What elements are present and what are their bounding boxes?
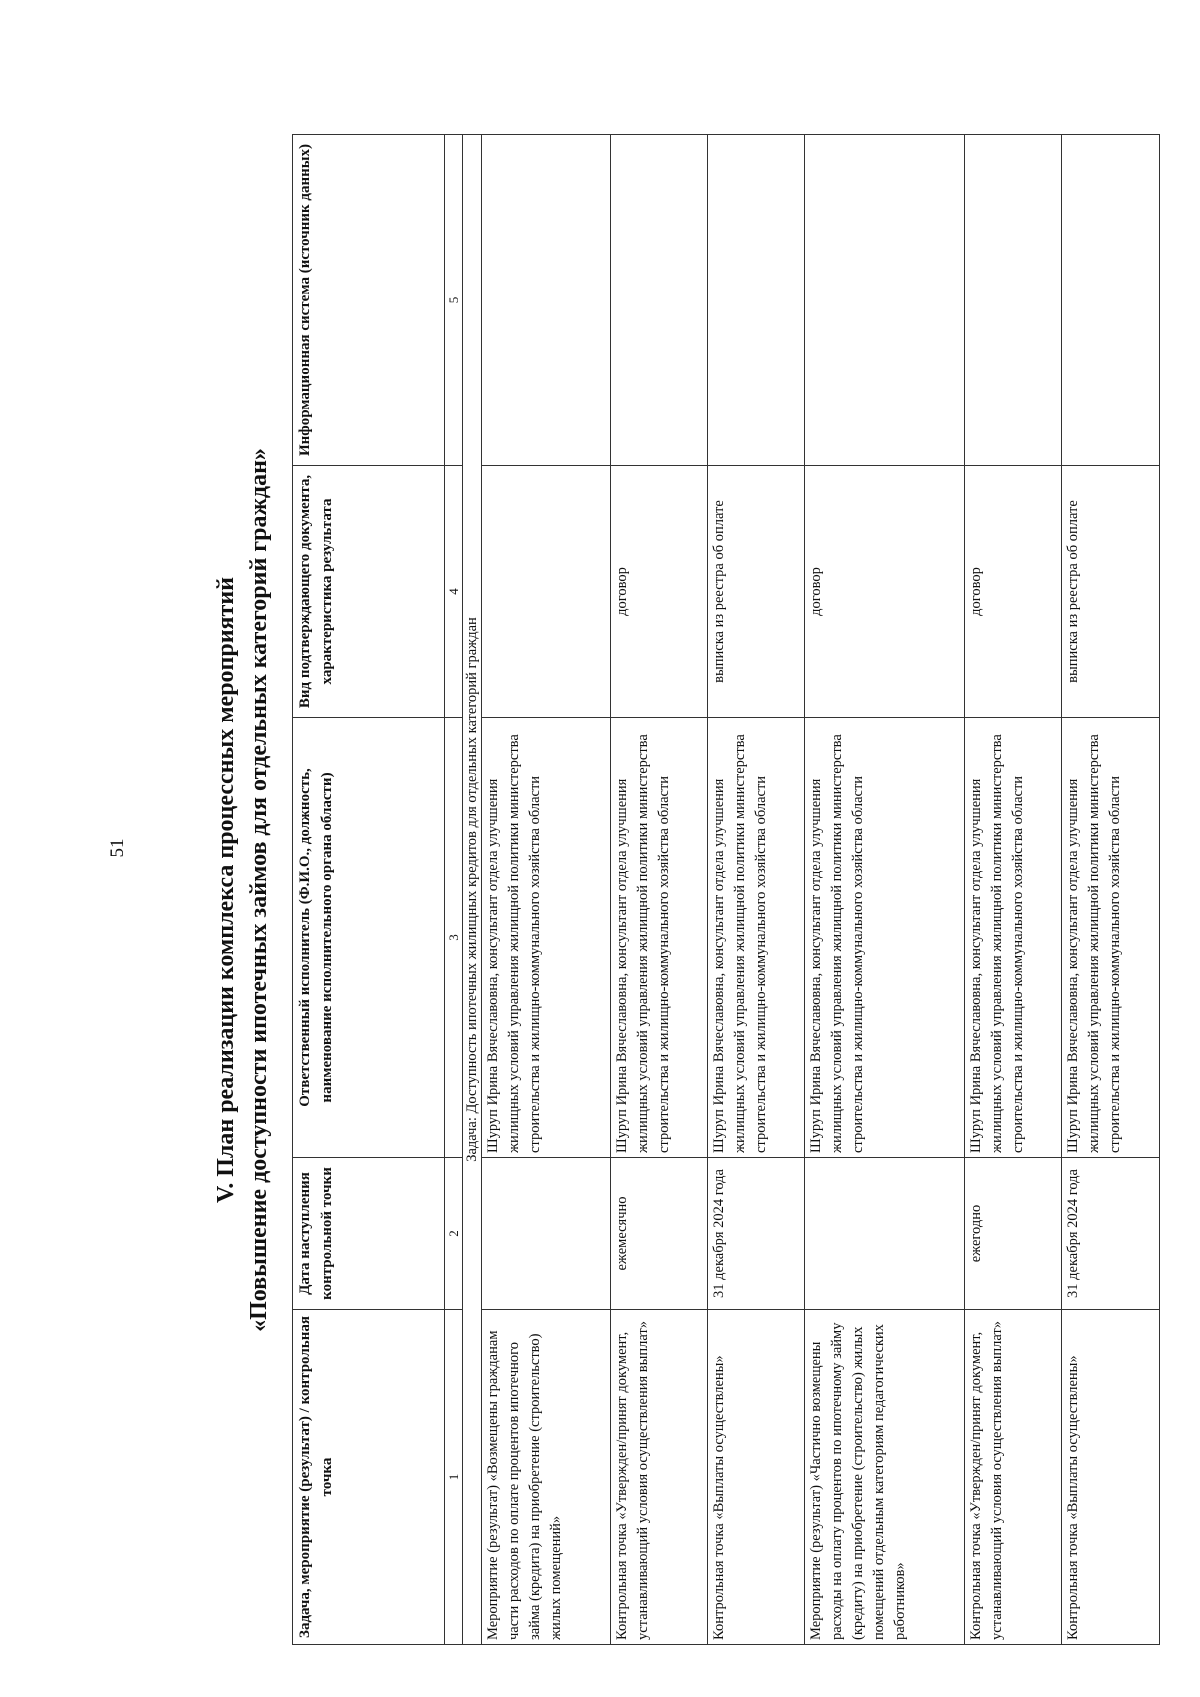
document-cell: договор (805, 466, 965, 718)
table-row (964, 135, 1061, 1645)
date-cell (482, 1158, 611, 1310)
system-cell (482, 135, 611, 466)
document-cell (482, 466, 611, 718)
system-cell (964, 135, 1061, 466)
column-number: 4 (445, 466, 463, 718)
item-cell: Контрольная точка «Выплаты осуществлены» (1062, 1310, 1160, 1645)
system-cell (610, 135, 707, 466)
table-row (1062, 135, 1160, 1645)
executor-cell: Шуруп Ирина Вячеславовна, консультант отдела улучшения жилищных условий управления жилищной политики министерства строительства и жилищно-коммунального хозяйства области (805, 718, 965, 1158)
table-row (482, 135, 611, 1645)
item-cell: Контрольная точка «Утвержден/принят документ, устанавливающий условия осуществления выплат» (964, 1310, 1061, 1645)
task-row (463, 135, 482, 1645)
header-cell: Ответственный исполнитель (Ф.И.О., должность, наименование исполнительного органа области) (293, 718, 445, 1158)
executor-cell: Шуруп Ирина Вячеславовна, консультант отдела улучшения жилищных условий управления жилищной политики министерства строительства и жилищно-коммунального хозяйства области (610, 718, 707, 1158)
column-number: 3 (445, 718, 463, 1158)
document-cell: выписка из реестра об оплате (707, 466, 804, 718)
executor-cell: Шуруп Ирина Вячеславовна, консультант отдела улучшения жилищных условий управления жилищной политики министерства строительства и жилищно-коммунального хозяйства области (964, 718, 1061, 1158)
column-number: 1 (445, 1310, 463, 1645)
plan-table (292, 134, 1160, 1645)
document-cell: выписка из реестра об оплате (1062, 466, 1160, 718)
item-cell: Контрольная точка «Утвержден/принят документ, устанавливающий условия осуществления выплат» (610, 1310, 707, 1645)
document-cell: договор (610, 466, 707, 718)
column-number: 5 (445, 135, 463, 466)
executor-cell: Шуруп Ирина Вячеславовна, консультант отдела улучшения жилищных условий управления жилищной политики министерства строительства и жилищно-коммунального хозяйства области (707, 718, 804, 1158)
executor-cell: Шуруп Ирина Вячеславовна, консультант отдела улучшения жилищных условий управления жилищной политики министерства строительства и жилищно-коммунального хозяйства области (482, 718, 611, 1158)
title-line-2: «Повышение доступности ипотечных займов для отдельных категорий граждан» (246, 448, 272, 1332)
document-title (210, 135, 276, 1645)
executor-cell: Шуруп Ирина Вячеславовна, консультант отдела улучшения жилищных условий управления жилищной политики министерства строительства и жилищно-коммунального хозяйства области (1062, 718, 1160, 1158)
document-cell: договор (964, 466, 1061, 718)
system-cell (707, 135, 804, 466)
header-row (293, 135, 445, 1645)
header-cell: Информационная система (источник данных) (293, 135, 445, 466)
column-number-row (445, 135, 463, 1645)
table-row (805, 135, 965, 1645)
date-cell: 31 декабря 2024 года (1062, 1158, 1160, 1310)
title-line-1: V. План реализации комплекса процессных мероприятий (213, 577, 239, 1203)
item-cell: Мероприятие (результат) «Возмещены гражданам части расходов по оплате процентов ипотечного займа (кредита) на приобретение (строительство) жилых помещений» (482, 1310, 611, 1645)
page-number: 51 (107, 838, 128, 858)
date-cell: ежегодно (964, 1158, 1061, 1310)
date-cell: 31 декабря 2024 года (707, 1158, 804, 1310)
header-cell: Дата наступления контрольной точки (293, 1158, 445, 1310)
item-cell: Контрольная точка «Выплаты осуществлены» (707, 1310, 804, 1645)
date-cell (805, 1158, 965, 1310)
system-cell (805, 135, 965, 466)
system-cell (1062, 135, 1160, 466)
date-cell: ежемесячно (610, 1158, 707, 1310)
header-cell: Задача, мероприятие (результат) / контрольная точка (293, 1310, 445, 1645)
task-cell: Задача: Доступность ипотечных жилищных кредитов для отдельных категорий граждан (463, 135, 482, 1645)
header-cell: Вид подтверждающего документа, характеристика результата (293, 466, 445, 718)
item-cell: Мероприятие (результат) «Частично возмещены расходы на оплату процентов по ипотечному займу (кредиту) на приобретение (строительство) жилых помещений отдельным категориям педагогических работников» (805, 1310, 965, 1645)
column-number: 2 (445, 1158, 463, 1310)
table-row (707, 135, 804, 1645)
document-sheet (200, 135, 1160, 1645)
table-row (610, 135, 707, 1645)
